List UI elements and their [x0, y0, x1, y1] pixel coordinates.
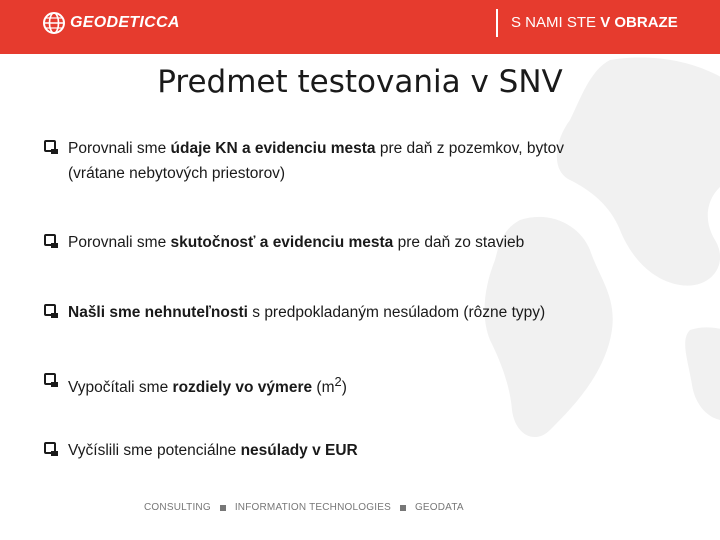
bullet-item	[44, 369, 644, 400]
logo-text: GEODETICCA	[70, 14, 180, 31]
checkbox-bullet-icon	[44, 442, 56, 454]
bullet-text-part: (m	[312, 379, 335, 397]
footer-item: INFORMATION TECHNOLOGIES	[234, 502, 391, 513]
bullet-text-bold: rozdiely vo výmere	[172, 379, 313, 397]
bullet-text-part: s predpokladaným nesúladom (rôzne typy)	[247, 304, 546, 321]
bullet-text-part: pre daň zo stavieb	[393, 234, 525, 251]
bullet-text	[68, 136, 564, 186]
tagline-bold: V OBRAZE	[600, 14, 678, 31]
bullet-item	[44, 300, 644, 325]
footer-item: GEODATA	[414, 502, 464, 513]
square-separator-icon	[400, 505, 406, 511]
footer-services	[144, 502, 464, 513]
bullet-text-part: (vrátane nebytových priestorov)	[68, 165, 286, 182]
bullet-text	[68, 230, 524, 255]
background-globe-watermark	[460, 40, 720, 480]
bullet-item	[44, 136, 644, 186]
bullet-item	[44, 230, 644, 255]
bullet-text-part: Porovnali sme	[68, 140, 171, 157]
bullet-text	[68, 369, 347, 400]
bullet-text-bold: nesúlady v EUR	[240, 442, 358, 459]
bullet-item	[44, 438, 644, 463]
tagline-normal: S NAMI STE	[511, 14, 601, 31]
checkbox-bullet-icon	[44, 140, 56, 152]
checkbox-bullet-icon	[44, 373, 56, 385]
superscript: 2	[334, 374, 342, 389]
bullet-text-bold: údaje KN a evidenciu mesta	[170, 140, 376, 157]
bullet-text-part: Vyčíslili sme potenciálne	[68, 442, 241, 459]
globe-icon	[42, 11, 66, 35]
bullet-text	[68, 438, 358, 463]
footer-item: CONSULTING	[144, 502, 211, 513]
bullet-text-part: Porovnali sme	[68, 234, 171, 251]
bullet-text-bold: Našli sme nehnuteľnosti	[68, 304, 248, 321]
tagline	[511, 14, 678, 31]
square-separator-icon	[220, 505, 226, 511]
bullet-text-part: Vypočítali sme	[68, 379, 173, 397]
bullet-text-part: pre daň z pozemkov, bytov	[375, 140, 564, 157]
slide-title: Predmet testovania v SNV	[157, 64, 563, 100]
bullet-text	[68, 300, 545, 325]
checkbox-bullet-icon	[44, 234, 56, 246]
header-divider	[496, 9, 498, 37]
bullet-text-bold: skutočnosť a evidenciu mesta	[170, 234, 394, 251]
bullet-text-part: )	[341, 379, 347, 397]
company-logo	[42, 10, 180, 36]
checkbox-bullet-icon	[44, 304, 56, 316]
